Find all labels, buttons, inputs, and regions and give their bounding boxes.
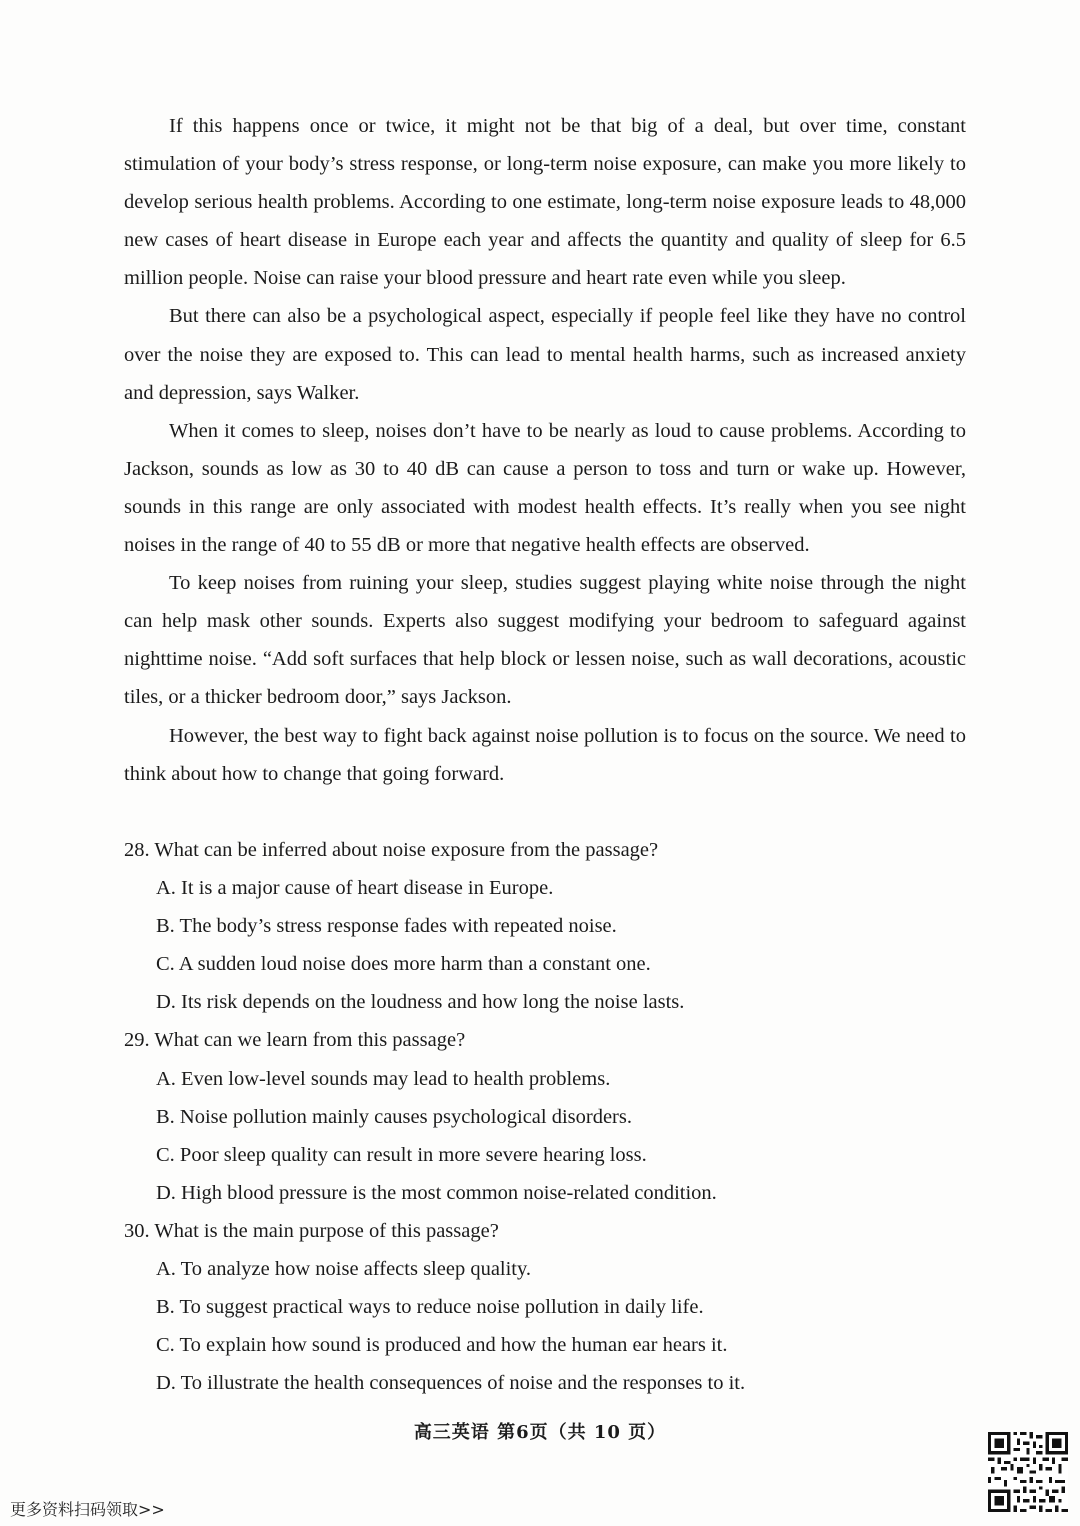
question-option-a: A. It is a major cause of heart disease in Europe. xyxy=(156,877,554,900)
reading-passage xyxy=(124,107,966,793)
question-stem: 30. What is the main purpose of this passage? xyxy=(124,1219,499,1242)
question-option-b: B. The body’s stress response fades with repeated noise. xyxy=(156,915,617,938)
passage-paragraph-2: But there can also be a psychological aspect, especially if people feel like they have no control over the noise they are exposed to. This can lead to mental health harms, such as increased anxiety and depression, says Walker. xyxy=(124,305,966,404)
question-option-a: A. To analyze how noise affects sleep quality. xyxy=(156,1258,532,1281)
scan-for-more-link[interactable]: 更多资料扫码领取>> xyxy=(10,1500,165,1519)
question-option-c: C. Poor sleep quality can result in more severe hearing loss. xyxy=(156,1143,647,1166)
question-option-a: A. Even low-level sounds may lead to health problems. xyxy=(156,1067,611,1090)
question-stem: 28. What can be inferred about noise exposure from the passage? xyxy=(124,839,659,861)
question-option-d: D. To illustrate the health consequences of noise and the responses to it. xyxy=(156,1372,746,1395)
question-option-c: C. To explain how sound is produced and how the human ear hears it. xyxy=(156,1334,728,1357)
passage-paragraph-5: However, the best way to fight back against noise pollution is to focus on the source. We need to think about how to change that going forward. xyxy=(124,724,966,785)
question-list xyxy=(124,831,966,1402)
passage-paragraph-3: When it comes to sleep, noises don’t have to be nearly as loud to cause problems. According to Jackson, sounds as low as 30 to 40 dB can cause a person to toss and turn or wake up. However, sounds in this range are only associated with modest health effects. It’s really when you see night noises in the range of 40 to 55 dB or more that negative health effects are observed. xyxy=(124,419,966,557)
question-stem: 29. What can we learn from this passage? xyxy=(124,1029,466,1052)
question-30 xyxy=(124,1212,966,1402)
passage-paragraph-1: If this happens once or twice, it might not be that big of a deal, but over time, constant stimulation of your body’s stress response, or long-term noise exposure, can make you more likely to develop serious health problems. According to one estimate, long-term noise exposure leads to 48,000 new cases of heart disease in Europe each year and affects the quantity and quality of sleep for 6.5 million people. Noise can raise your blood pressure and heart rate even while you sleep. xyxy=(124,115,966,290)
question-28 xyxy=(124,831,966,1021)
question-option-d: D. High blood pressure is the most common noise-related condition. xyxy=(156,1181,717,1204)
qr-code-icon[interactable] xyxy=(988,1432,1068,1512)
page-footer: 高三英语 第6页（共 10 页） xyxy=(413,1422,667,1443)
question-option-d: D. Its risk depends on the loudness and how long the noise lasts. xyxy=(156,991,685,1014)
passage-paragraph-4: To keep noises from ruining your sleep, studies suggest playing white noise through the night can help mask other sounds. Experts also suggest modifying your bedroom to safeguard against nighttime noise. “Add soft surfaces that help block or lessen noise, such as wall decorations, acoustic tiles, or a thicker bedroom door,” says Jackson. xyxy=(124,572,966,709)
question-option-b: B. Noise pollution mainly causes psychological disorders. xyxy=(156,1105,632,1128)
question-option-b: B. To suggest practical ways to reduce noise pollution in daily life. xyxy=(156,1296,704,1319)
question-29 xyxy=(124,1021,966,1211)
question-option-c: C. A sudden loud noise does more harm than a constant one. xyxy=(156,953,651,976)
